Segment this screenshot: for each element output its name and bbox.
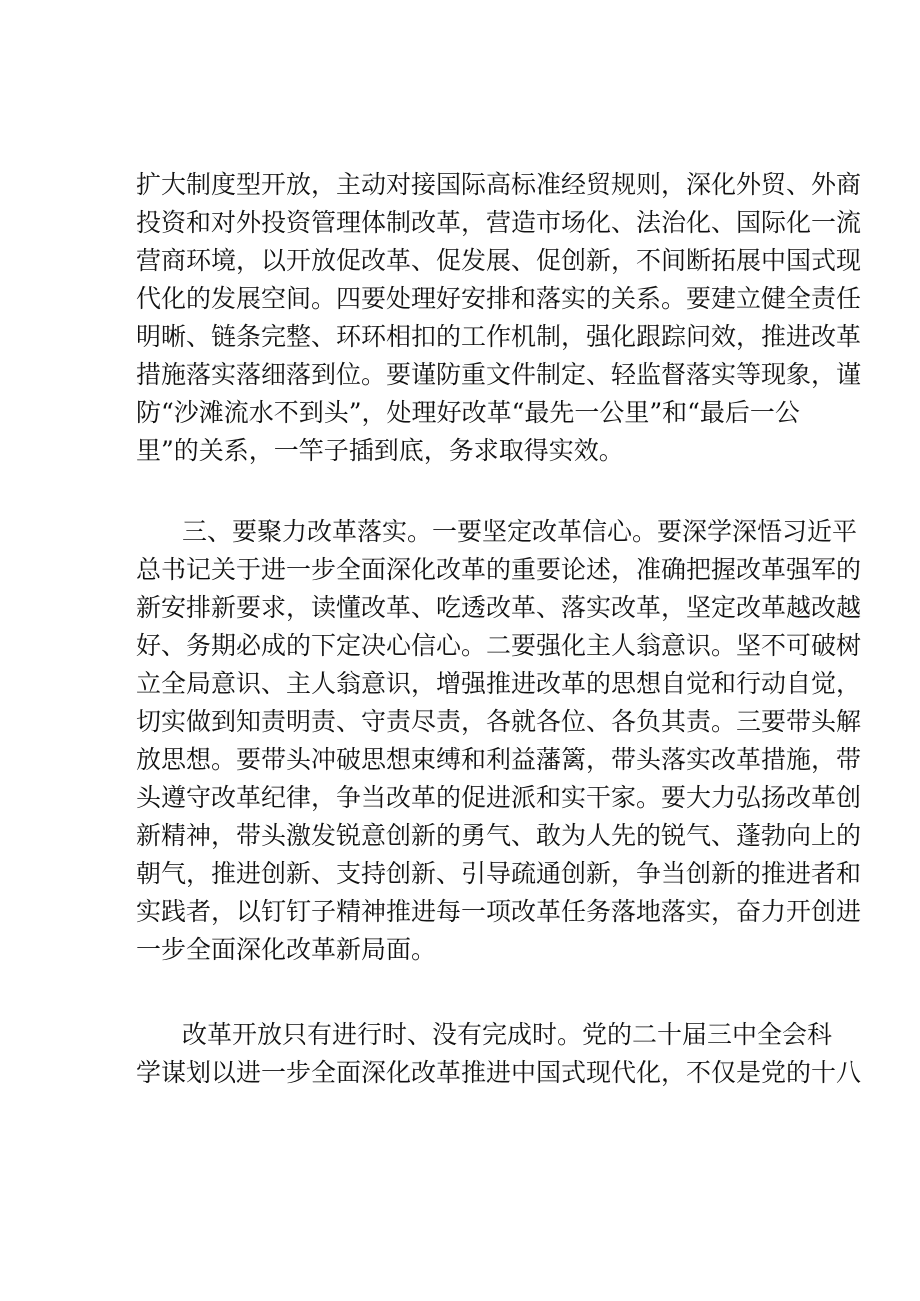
text-line: 新精神，带头激发锐意创新的勇气、敢为人先的锐气、蓬勃向上的 — [136, 821, 862, 850]
text-line: 改革开放只有进行时、没有完成时。党的二十届三中全会科 — [182, 1020, 833, 1049]
text-line: 立全局意识、主人翁意识，增强推进改革的思想自觉和行动自觉， — [136, 669, 862, 698]
text-line: 好、务期必成的下定决心信心。二要强化主人翁意识。坚不可破树 — [136, 631, 862, 660]
text-line: 放思想。要带头冲破思想束缚和利益藩篱，带头落实改革措施，带 — [136, 745, 862, 774]
text-line: 一步全面深化改革新局面。 — [136, 935, 437, 964]
text-line: 措施落实落细落到位。要谨防重文件制定、轻监督落实等现象，谨 — [136, 360, 862, 389]
text-line: 实践者，以钉钉子精神推进每一项改革任务落地落实，奋力开创进 — [136, 897, 862, 926]
text-line: 防“沙滩流水不到头”，处理好改革“最先一公里”和“最后一公 — [136, 398, 800, 427]
text-line: 里”的关系，一竿子插到底，务求取得实效。 — [136, 436, 624, 465]
text-line: 总书记关于进一步全面深化改革的重要论述，准确把握改革强军的 — [136, 555, 862, 584]
text-line: 投资和对外投资管理体制改革，营造市场化、法治化、国际化一流 — [136, 208, 862, 237]
paragraph-reform-opening — [136, 1016, 862, 1092]
text-line: 代化的发展空间。四要处理好安排和落实的关系。要建立健全责任 — [136, 284, 862, 313]
text-line: 明晰、链条完整、环环相扣的工作机制，强化跟踪问效，推进改革 — [136, 322, 862, 351]
text-line: 切实做到知责明责、守责尽责，各就各位、各负其责。三要带头解 — [136, 707, 862, 736]
text-line: 扩大制度型开放，主动对接国际高标准经贸规则，深化外贸、外商 — [136, 170, 862, 199]
text-line: 学谋划以进一步全面深化改革推进中国式现代化，不仅是党的十八 — [136, 1058, 862, 1087]
text-line: 朝气，推进创新、支持创新、引导疏通创新，争当创新的推进者和 — [136, 859, 862, 888]
text-line: 头遵守改革纪律，争当改革的促进派和实干家。要大力弘扬改革创 — [136, 783, 862, 812]
text-line: 新安排新要求，读懂改革、吃透改革、落实改革，坚定改革越改越 — [136, 593, 862, 622]
text-line: 三、要聚力改革落实。一要坚定改革信心。要深学深悟习近平 — [182, 517, 858, 546]
paragraph-institutional-opening — [136, 166, 862, 470]
paragraph-reform-implementation — [136, 513, 862, 969]
text-line: 营商环境，以开放促改革、促发展、促创新，不间断拓展中国式现 — [136, 246, 862, 275]
